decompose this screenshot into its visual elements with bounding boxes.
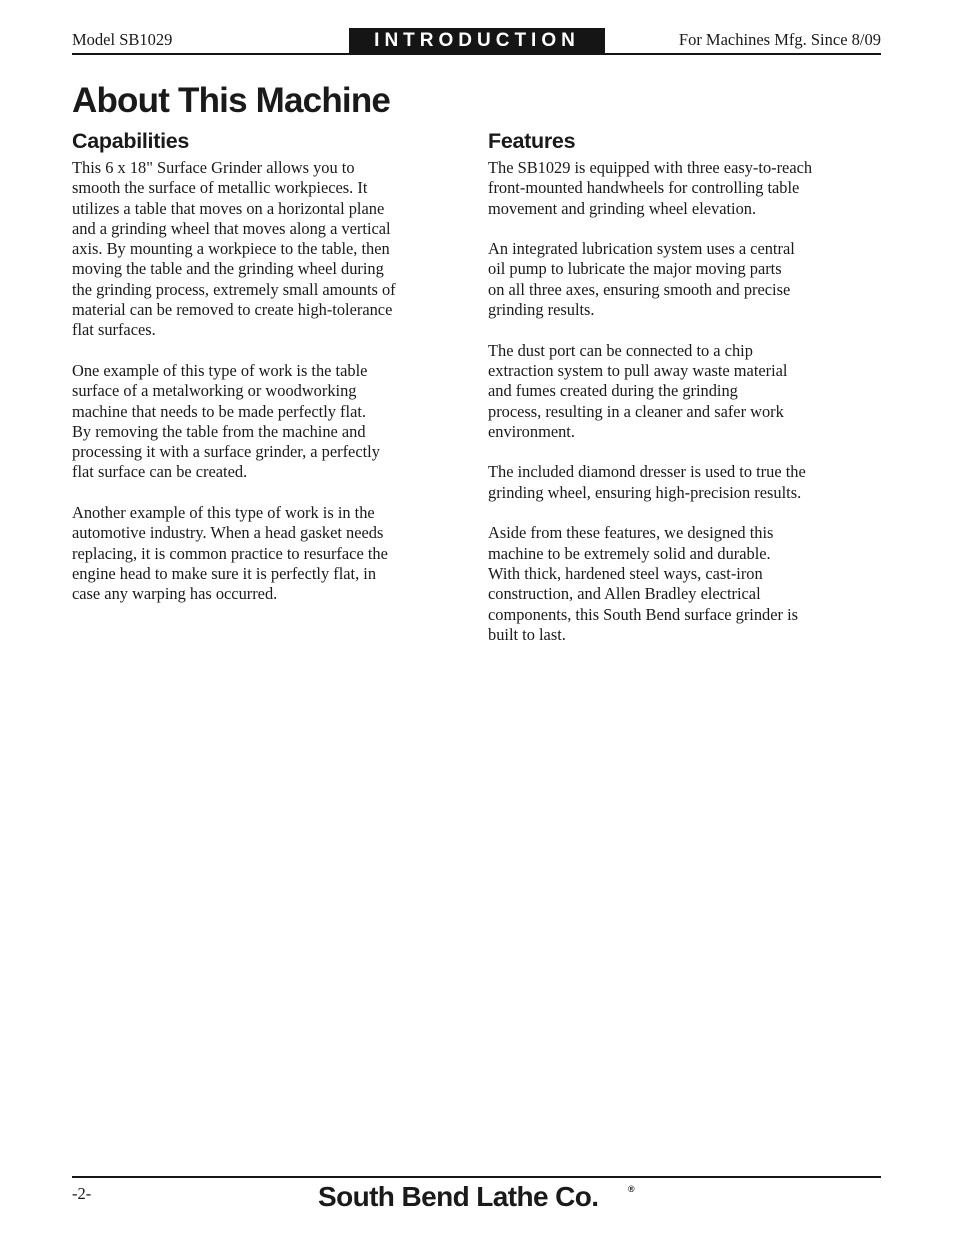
- text-line: moving the table and the grinding wheel during: [72, 259, 384, 279]
- capabilities-paragraph: [72, 158, 468, 341]
- text-line: One example of this type of work is the table: [72, 360, 368, 380]
- text-line: The included diamond dresser is used to true the: [488, 462, 806, 482]
- features-paragraph: [488, 239, 884, 320]
- text-line: flat surface can be created.: [72, 462, 248, 482]
- text-line: extraction system to pull away waste material: [488, 360, 788, 380]
- text-line: oil pump to lubricate the major moving parts: [488, 259, 782, 279]
- features-heading: Features: [488, 129, 576, 153]
- text-line: movement and grinding wheel elevation.: [488, 198, 757, 218]
- header-divider: [72, 53, 881, 55]
- text-line: With thick, hardened steel ways, cast-iron: [488, 563, 763, 583]
- text-line: machine that needs to be made perfectly flat.: [72, 401, 366, 421]
- text-line: smooth the surface of metallic workpieces. It: [72, 178, 368, 198]
- text-line: machine to be extremely solid and durable.: [488, 543, 771, 563]
- text-line: processing it with a surface grinder, a perfectly: [72, 442, 380, 462]
- text-line: the grinding process, extremely small amounts of: [72, 279, 396, 299]
- text-line: utilizes a table that moves on a horizontal plane: [72, 198, 385, 218]
- text-line: and a grinding wheel that moves along a vertical: [72, 218, 391, 238]
- text-line: Another example of this type of work is in the: [72, 503, 375, 523]
- features-paragraph: [488, 462, 884, 503]
- section-banner: INTRODUCTION: [349, 28, 605, 53]
- text-line: and fumes created during the grinding: [488, 381, 738, 401]
- capabilities-heading: Capabilities: [72, 129, 190, 153]
- text-line: front-mounted handwheels for controlling table: [488, 178, 800, 198]
- text-line: This 6 x 18" Surface Grinder allows you to: [72, 158, 355, 177]
- capabilities-column: [72, 128, 468, 625]
- manufacture-date: For Machines Mfg. Since 8/09: [678, 30, 881, 49]
- capabilities-paragraph: [72, 503, 468, 604]
- text-line: The dust port can be connected to a chip: [488, 340, 753, 360]
- text-line: built to last.: [488, 624, 566, 644]
- text-line: on all three axes, ensuring smooth and precise: [488, 279, 791, 299]
- text-line: surface of a metalworking or woodworking: [72, 381, 357, 401]
- capabilities-body: [72, 158, 468, 605]
- features-column: [488, 128, 884, 665]
- text-line: Aside from these features, we designed this: [488, 523, 774, 543]
- text-line: material can be removed to create high-tolerance: [72, 300, 393, 320]
- text-line: construction, and Allen Bradley electrical: [488, 584, 761, 604]
- text-line: grinding results.: [488, 300, 595, 320]
- text-line: components, this South Bend surface grinder is: [488, 604, 799, 624]
- model-number: Model SB1029: [72, 30, 173, 49]
- text-line: flat surfaces.: [72, 320, 156, 340]
- text-line: An integrated lubrication system uses a central: [488, 239, 795, 259]
- features-paragraph: [488, 341, 884, 442]
- page-title: About This Machine: [72, 81, 391, 120]
- text-line: replacing, it is common practice to resurface the: [72, 543, 388, 563]
- features-body: [488, 158, 884, 645]
- page-number: -2-: [72, 1184, 92, 1203]
- features-paragraph: [488, 523, 884, 645]
- text-line: process, resulting in a cleaner and safer work: [488, 401, 784, 421]
- registered-mark: ®: [628, 1184, 635, 1194]
- text-line: grinding wheel, ensuring high-precision results.: [488, 482, 802, 502]
- page-header: [72, 28, 881, 54]
- text-line: axis. By mounting a workpiece to the table, then: [72, 239, 390, 259]
- brand-logo: South Bend Lathe Co.: [318, 1181, 599, 1212]
- text-line: environment.: [488, 421, 575, 441]
- text-line: case any warping has occurred.: [72, 584, 278, 604]
- features-paragraph: [488, 158, 884, 219]
- text-line: automotive industry. When a head gasket needs: [72, 523, 384, 543]
- capabilities-paragraph: [72, 361, 468, 483]
- text-line: engine head to make sure it is perfectly flat, in: [72, 563, 377, 583]
- text-line: By removing the table from the machine and: [72, 421, 366, 441]
- text-line: The SB1029 is equipped with three easy-to-reach: [488, 158, 813, 177]
